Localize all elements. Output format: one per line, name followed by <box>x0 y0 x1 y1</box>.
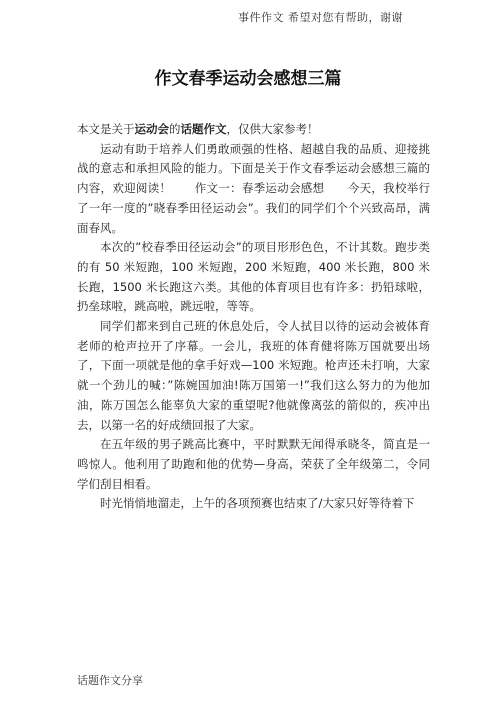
intro-text-1: 本文是关于 <box>77 122 135 136</box>
intro-line <box>77 120 430 140</box>
page-title: 作文春季运动会感想三篇 <box>154 69 342 89</box>
paragraph-1: 运动有助于培养人们勇敢顽强的性格、超越自我的品质、迎接挑战的意志和承担风险的能力。下面是关于作文春季运动会感想三篇的内容，欢迎阅读！ 作文一：春季运动会感想 今天，我校举行了一年一度的”晓春季田径运动会”。我们的同学们个个兴致高昂，满面春风。 <box>77 141 430 235</box>
intro-text-2: 的 <box>169 122 181 136</box>
intro-keyword-sports: 运动会 <box>134 122 169 136</box>
paragraph-4: 在五年级的男子跳高比赛中，平时默默无闻得承晓冬，简直是一鸣惊人。他利用了助跑和他的优势—身高，荣获了全年级第二，令同学们刮目相看。 <box>77 437 430 491</box>
paragraph-5: 时光悄悄地溜走，上午的各项预赛也结束了/大家只好等待着下 <box>100 496 415 511</box>
article-body <box>77 120 430 514</box>
page-header: 事件作文 希望对您有帮助，谢谢 <box>238 11 403 24</box>
page-footer: 话题作文分享 <box>77 674 143 687</box>
intro-text-3: ，仅供大家参考！ <box>226 122 319 136</box>
intro-keyword-topic: 话题作文 <box>180 122 227 136</box>
paragraph-2: 本次的”校春季田径运动会”的项目形形色色，不计其数。跑步类的有 50 米短跑，100 米短跑，200 米短跑，400 米长跑，800 米长跑，1500 米长跑这六类。其他的体育项目也有许多：扔铅球啦，扔垒球啦，跳高啦，跳远啦，等等。 <box>77 240 430 314</box>
paragraph-3: 同学们都来到自己班的休息处后，令人拭目以待的运动会被体育老师的枪声拉开了序幕。一会儿，我班的体育健将陈万国就要出场了，下面一项就是他的拿手好戏—100 米短跑。枪声还未打响，大家就一个劲儿的喊：”陈婉国加油!陈万国第一!”我们这么努力的为他加油，陈万国怎么能辜负大家的重望呢?他就像离弦的箭似的，疾冲出去，以第一名的好成绩回报了大家。 <box>77 319 430 432</box>
